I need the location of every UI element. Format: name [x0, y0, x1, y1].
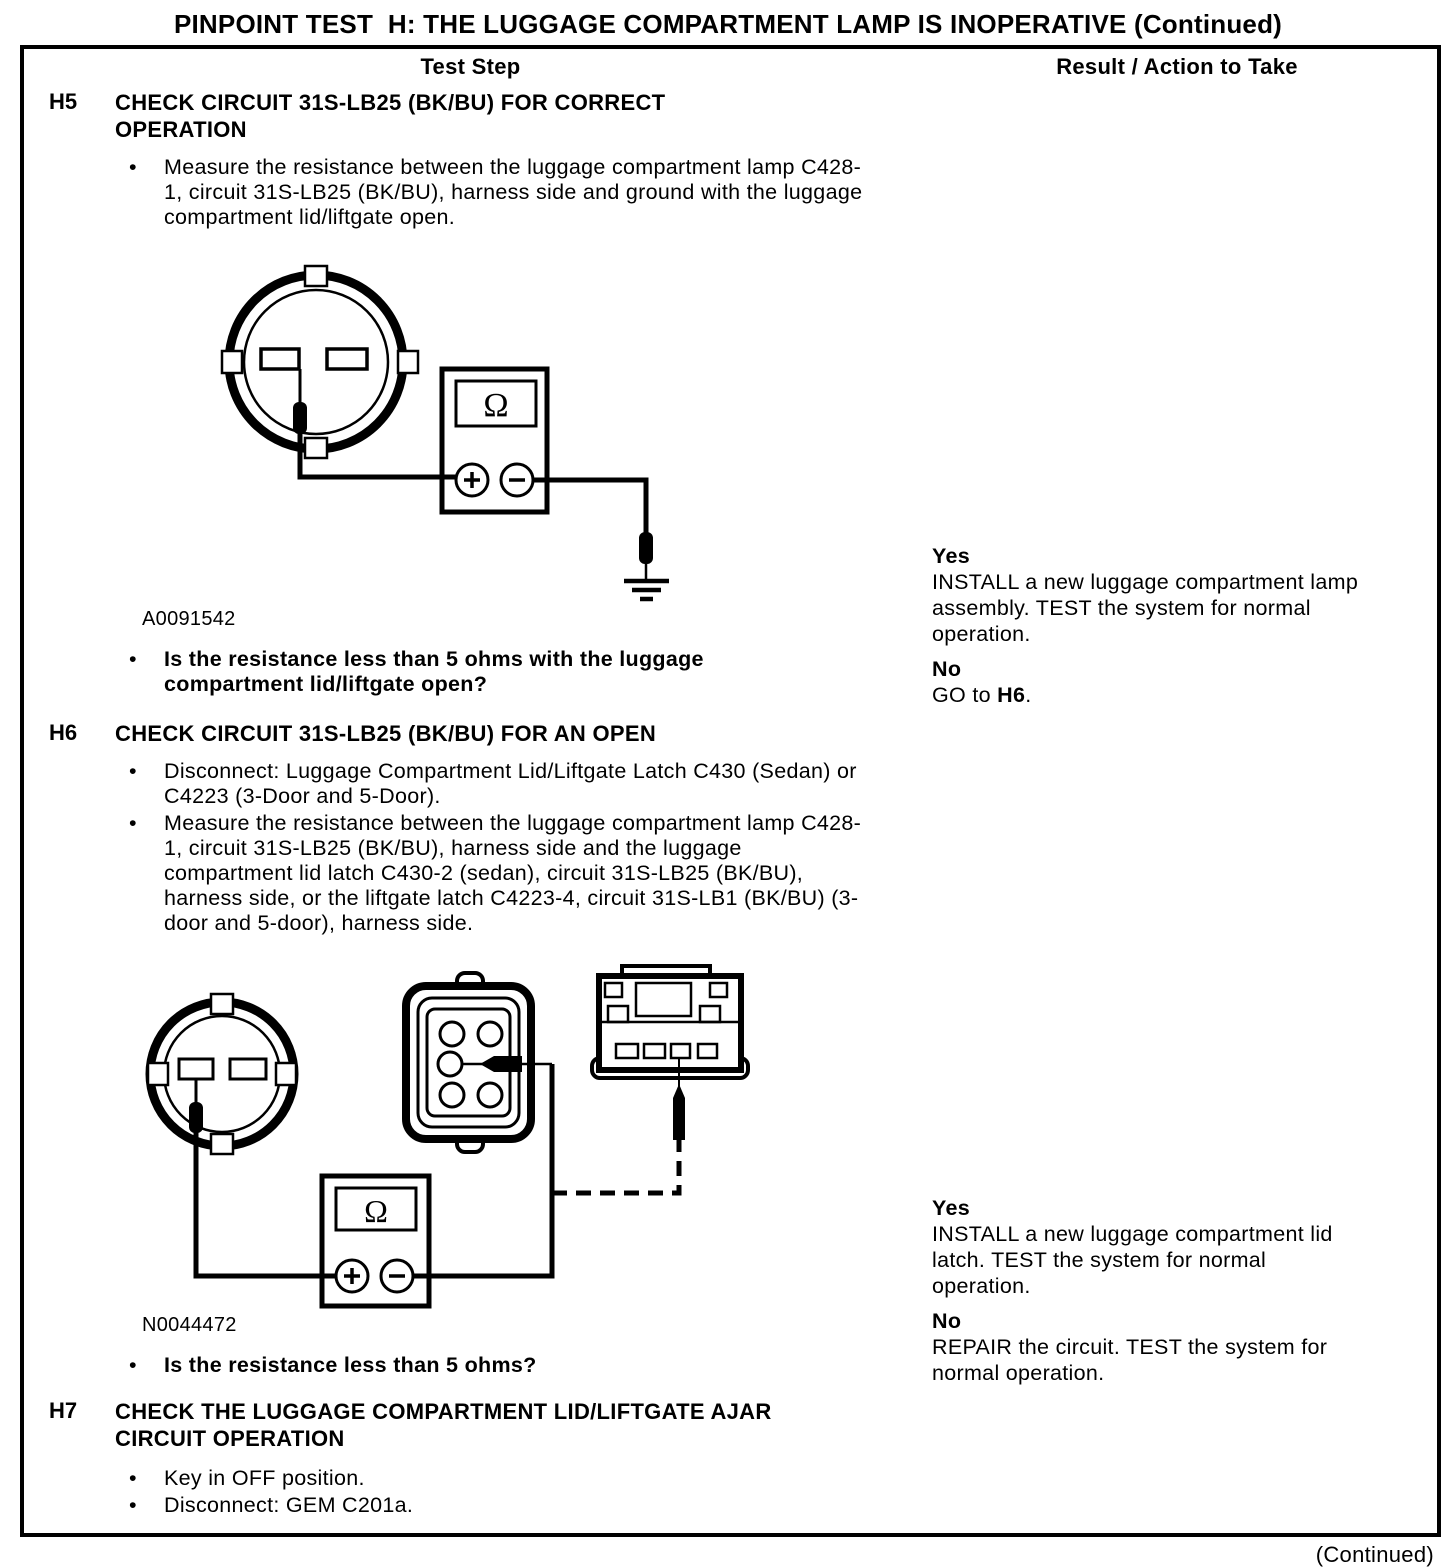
instruction-item: [24, 811, 917, 936]
result-no-label: No: [932, 1309, 962, 1333]
question-item: [24, 647, 917, 697]
result-yes-label: Yes: [932, 1196, 970, 1220]
question-item: [24, 1353, 917, 1378]
figure-id-label: N0044472: [142, 1314, 237, 1336]
test-step-title-h6: [102, 715, 917, 751]
column-header-result: Result / Action to Take: [1056, 54, 1298, 79]
result-cell-h7: [917, 1393, 1439, 1535]
test-probe-icon: [189, 1079, 203, 1133]
h6-measurement-diagram: [24, 956, 914, 1312]
instruction-item: [24, 759, 917, 809]
lid-latch-connector-icon: [406, 973, 552, 1152]
h5-measurement-diagram: [24, 254, 914, 606]
result-yes-label: Yes: [932, 544, 970, 568]
test-step-title-h5: [102, 84, 917, 147]
pinpoint-test-table: [20, 45, 1441, 1537]
test-instruction: Measure the resistance between the luggage compartment lamp C428-1, circuit 31S-LB25 (BK/BU), harness side and ground with the luggage compartment lid/liftgate open.: [164, 155, 863, 229]
test-instruction: Key in OFF position.: [164, 1466, 365, 1490]
test-step-body-h6: [22, 751, 917, 1393]
test-probe-icon: [673, 1084, 685, 1140]
test-step-title-text: CHECK CIRCUIT 31S-LB25 (BK/BU) FOR CORRECT OPERATION: [115, 90, 666, 142]
test-step-id-h5: H5: [48, 89, 78, 114]
result-no-action-step-ref: H6: [997, 683, 1026, 707]
test-step-title-h7: [102, 1393, 917, 1458]
test-step-body-h5: [22, 147, 917, 715]
bullet-icon: •: [129, 1493, 137, 1517]
result-yes-action: INSTALL a new luggage compartment lid latch. TEST the system for normal operation.: [932, 1222, 1333, 1298]
test-probe-icon: [293, 369, 307, 434]
bullet-icon: •: [129, 759, 137, 783]
result-yes-action: INSTALL a new luggage compartment lamp assembly. TEST the system for normal operation.: [932, 570, 1359, 646]
lamp-socket-connector-icon: [148, 994, 296, 1154]
bullet-icon: •: [129, 647, 137, 671]
lamp-socket-connector-icon: [222, 266, 418, 458]
bullet-icon: •: [129, 811, 137, 835]
alternate-lead-wire-dashed: [552, 1140, 679, 1193]
result-no-action-suffix: .: [1025, 683, 1032, 707]
instruction-item: [24, 155, 917, 230]
ground-probe-icon: [639, 532, 653, 581]
test-question: Is the resistance less than 5 ohms with the luggage compartment lid/liftgate open?: [164, 647, 704, 696]
test-step-title-text: CHECK THE LUGGAGE COMPARTMENT LID/LIFTGATE AJAR CIRCUIT OPERATION: [115, 1399, 772, 1451]
page-title: PINPOINT TEST H: THE LUGGAGE COMPARTMENT LAMP IS INOPERATIVE (Continued): [173, 9, 1283, 39]
bullet-icon: •: [129, 155, 137, 179]
test-instruction: Disconnect: GEM C201a.: [164, 1493, 414, 1517]
ohmmeter-icon: [442, 369, 547, 512]
test-step-id-h6: H6: [48, 720, 78, 745]
ground-icon: [624, 581, 669, 599]
test-instruction: Disconnect: Luggage Compartment Lid/Liftgate Latch C430 (Sedan) or C4223 (3-Door and 5-Door).: [164, 759, 857, 808]
instruction-item: [24, 1493, 917, 1518]
negative-lead-wire: [533, 480, 646, 534]
column-header-test-step: Test Step: [420, 54, 521, 79]
figure-id-label: A0091542: [142, 608, 236, 630]
ohm-symbol: Ω: [364, 1193, 388, 1229]
test-step-id-h7: H7: [48, 1398, 78, 1423]
instruction-item: [24, 1466, 917, 1491]
result-cell-h6: [917, 715, 1439, 1393]
result-no-label: No: [932, 657, 962, 681]
liftgate-latch-connector-icon: [592, 966, 748, 1140]
ohm-symbol: Ω: [483, 387, 509, 424]
continued-label: (Continued): [1315, 1542, 1434, 1567]
result-cell-h5: [917, 84, 1439, 715]
result-no-action-prefix: GO to: [932, 683, 998, 707]
result-no-action: [932, 682, 1364, 708]
test-instruction: Measure the resistance between the luggage compartment lamp C428-1, circuit 31S-LB25 (BK/BU), harness side and the luggage compartment lid latch C430-2 (sedan), circuit 31S-LB25 (BK/BU), harness side, or the liftgate latch C4223-4, circuit 31S-LB1 (BK/BU) (3-door and 5-door), harness side.: [164, 811, 862, 935]
test-step-body-h7: [22, 1458, 917, 1535]
result-no-action: REPAIR the circuit. TEST the system for normal operation.: [932, 1335, 1328, 1385]
bullet-icon: •: [129, 1353, 137, 1377]
ohmmeter-icon: [322, 1176, 429, 1306]
test-question: Is the resistance less than 5 ohms?: [164, 1353, 537, 1377]
test-step-title-text: CHECK CIRCUIT 31S-LB25 (BK/BU) FOR AN OPEN: [115, 721, 657, 746]
bullet-icon: •: [129, 1466, 137, 1490]
